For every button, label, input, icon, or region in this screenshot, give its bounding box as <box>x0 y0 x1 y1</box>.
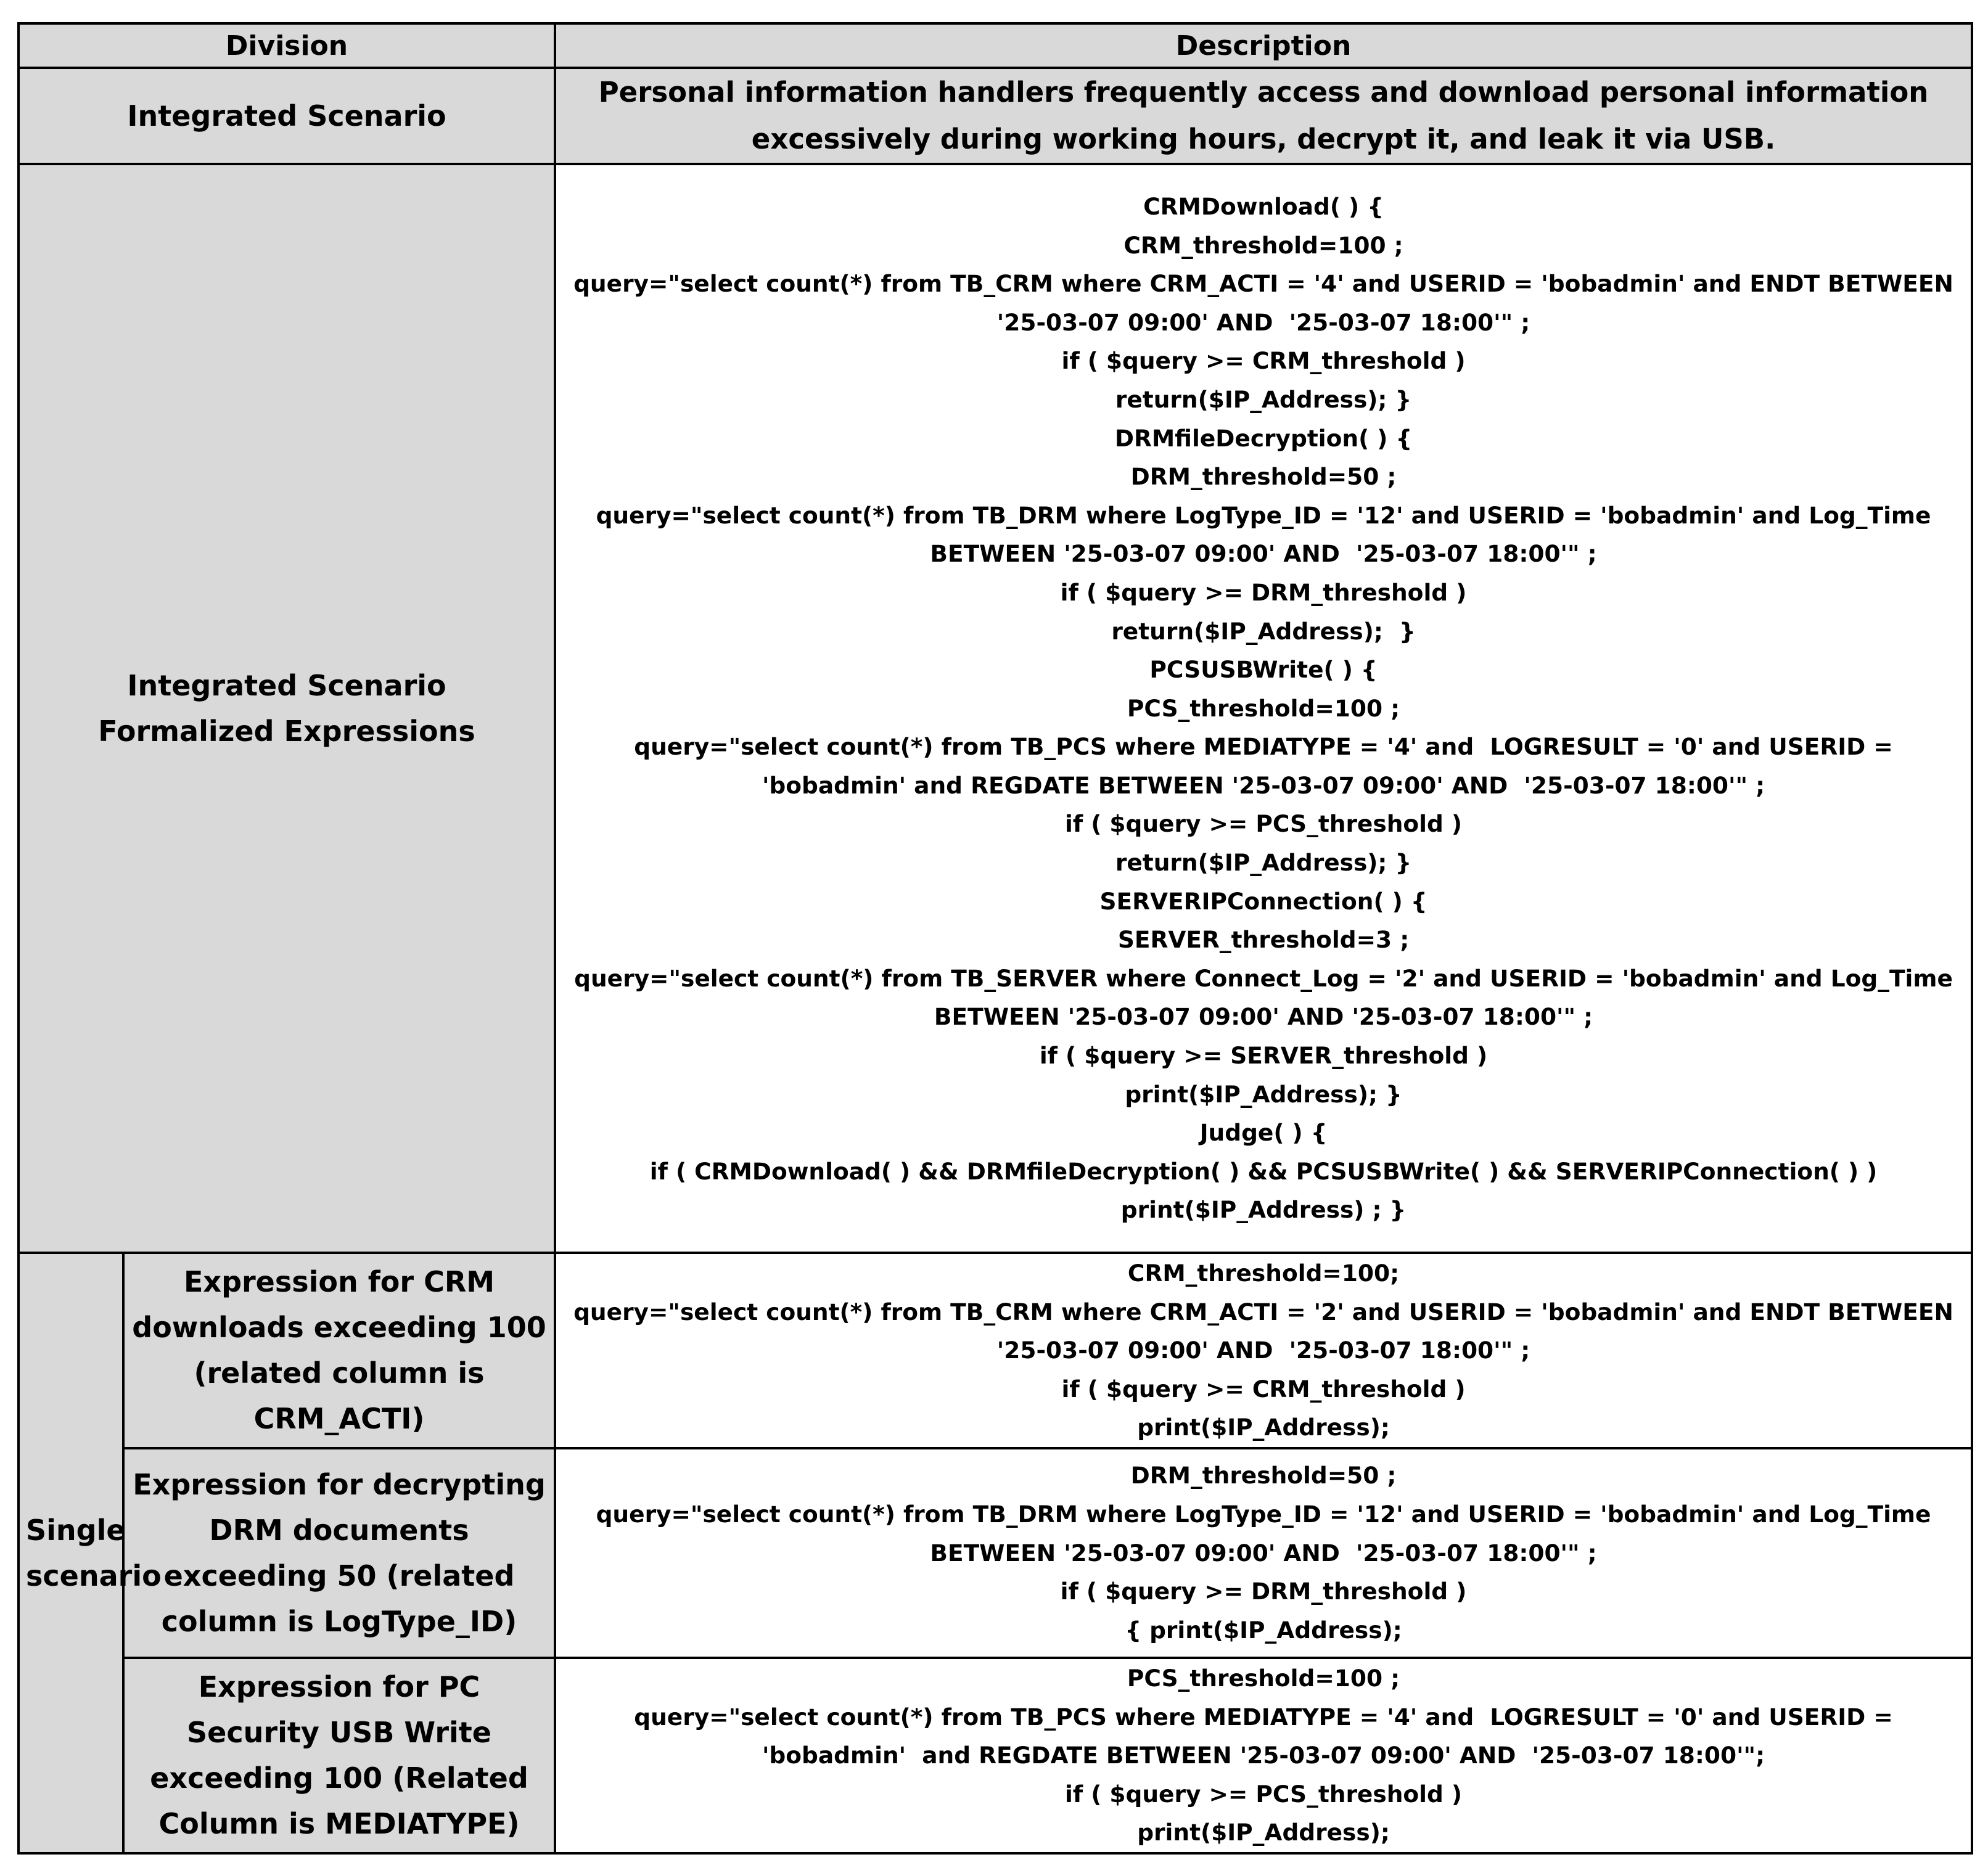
single-scenario-crm-label: Expression for CRM downloads exceeding 100 (related column is CRM_ACTI) <box>123 1253 555 1448</box>
code-line: if ( $query >= DRM_threshold ) <box>1060 578 1467 606</box>
single-scenario-pcs-code <box>555 1658 1972 1853</box>
header-row <box>18 23 1972 68</box>
formalized-label-line-1: Integrated Scenario <box>127 669 446 702</box>
code-line: SERVERIPConnection( ) { <box>1099 887 1427 915</box>
code-line: query="select count(*) from TB_DRM where LogType_ID = '12' and USERID = 'bobadmin' and Log_Time BETWEEN '25-03-07 09:00' AND '25-03-07 18:00'" ; <box>596 501 1939 568</box>
formalized-expressions-label <box>18 164 555 1253</box>
code-line: PCS_threshold=100 ; <box>1127 694 1400 722</box>
single-scenario-drm-code <box>555 1448 1972 1658</box>
code-line: CRMDownload( ) { <box>1143 192 1384 220</box>
code-line: return($IP_Address); } <box>1115 385 1412 413</box>
code-line: SERVER_threshold=3 ; <box>1117 926 1410 954</box>
single-scenario-drm-label: Expression for decrypting DRM documents exceeding 50 (related column is LogType_ID) <box>123 1448 555 1658</box>
code-line: DRM_threshold=50 ; <box>1130 1462 1397 1490</box>
integrated-scenario-row <box>18 68 1972 164</box>
code-line: CRM_threshold=100 ; <box>1123 231 1403 259</box>
integrated-scenario-label: Integrated Scenario <box>18 68 555 164</box>
code-line: PCSUSBWrite( ) { <box>1149 656 1378 684</box>
code-line: query="select count(*) from TB_PCS where MEDIATYPE = '4' and LOGRESULT = '0' and USERID = 'bobadmin' and REGDATE BETWEEN '25-03-07 09:00' AND '25-03-07 18:00'"; <box>634 1703 1901 1769</box>
code-line: { print($IP_Address); <box>1125 1616 1402 1644</box>
code-line: if ( $query >= PCS_threshold ) <box>1064 1780 1463 1808</box>
code-line: query="select count(*) from TB_CRM where CRM_ACTI = '2' and USERID = 'bobadmin' and ENDT BETWEEN '25-03-07 09:00' AND '25-03-07 18:00'" ; <box>573 1298 1961 1364</box>
single-scenario-label: Single scenario <box>18 1253 123 1853</box>
code-line: if ( $query >= CRM_threshold ) <box>1061 1375 1466 1403</box>
code-line: if ( $query >= SERVER_threshold ) <box>1039 1042 1488 1070</box>
code-line: CRM_threshold=100; <box>1127 1260 1400 1287</box>
code-line: query="select count(*) from TB_CRM where CRM_ACTI = '4' and USERID = 'bobadmin' and ENDT BETWEEN '25-03-07 09:00' AND '25-03-07 18:00'" ; <box>573 270 1961 336</box>
formalized-expressions-code <box>555 164 1972 1253</box>
integrated-scenario-description: Personal information handlers frequently access and download personal information excessively during working hours, decrypt it, and leak it via USB. <box>555 68 1972 164</box>
single-scenario-row-crm <box>18 1253 1972 1448</box>
single-scenario-row-pcs <box>18 1658 1972 1853</box>
code-line: print($IP_Address); <box>1137 1819 1390 1847</box>
code-line: print($IP_Address) ; } <box>1120 1196 1407 1224</box>
formalized-expressions-row <box>18 164 1972 1253</box>
code-line: print($IP_Address); <box>1137 1414 1390 1441</box>
code-line: query="select count(*) from TB_SERVER where Connect_Log = '2' and USERID = 'bobadmin' and Log_Time BETWEEN '25-03-07 09:00' AND '25-03-07 18:00'" ; <box>574 964 1961 1031</box>
code-line: DRMfileDecryption( ) { <box>1114 424 1413 452</box>
code-line: query="select count(*) from TB_PCS where MEDIATYPE = '4' and LOGRESULT = '0' and USERID = 'bobadmin' and REGDATE BETWEEN '25-03-07 09:00' AND '25-03-07 18:00'" ; <box>634 733 1901 799</box>
code-line: if ( $query >= PCS_threshold ) <box>1064 810 1463 838</box>
code-line: DRM_threshold=50 ; <box>1130 463 1397 491</box>
code-line: if ( CRMDownload( ) && DRMfileDecryption( ) && PCSUSBWrite( ) && SERVERIPConnection( ) ) <box>649 1157 1878 1185</box>
header-description: Description <box>555 23 1972 68</box>
code-line: print($IP_Address); } <box>1125 1080 1402 1108</box>
code-line: Judge( ) { <box>1199 1119 1328 1147</box>
code-line: PCS_threshold=100 ; <box>1127 1664 1400 1692</box>
formalized-label-line-2: Formalized Expressions <box>98 715 475 748</box>
scenario-table <box>17 22 1973 1855</box>
code-line: return($IP_Address); } <box>1115 849 1412 877</box>
single-scenario-pcs-label: Expression for PC Security USB Write exceeding 100 (Related Column is MEDIATYPE) <box>123 1658 555 1853</box>
single-scenario-crm-code <box>555 1253 1972 1448</box>
code-line: return($IP_Address); } <box>1111 617 1416 645</box>
code-line: if ( $query >= DRM_threshold ) <box>1060 1578 1467 1605</box>
code-line: if ( $query >= CRM_threshold ) <box>1061 347 1466 375</box>
header-division: Division <box>18 23 555 68</box>
single-scenario-row-drm <box>18 1448 1972 1658</box>
code-line: query="select count(*) from TB_DRM where LogType_ID = '12' and USERID = 'bobadmin' and Log_Time BETWEEN '25-03-07 09:00' AND '25-03-07 18:00'" ; <box>596 1501 1939 1567</box>
